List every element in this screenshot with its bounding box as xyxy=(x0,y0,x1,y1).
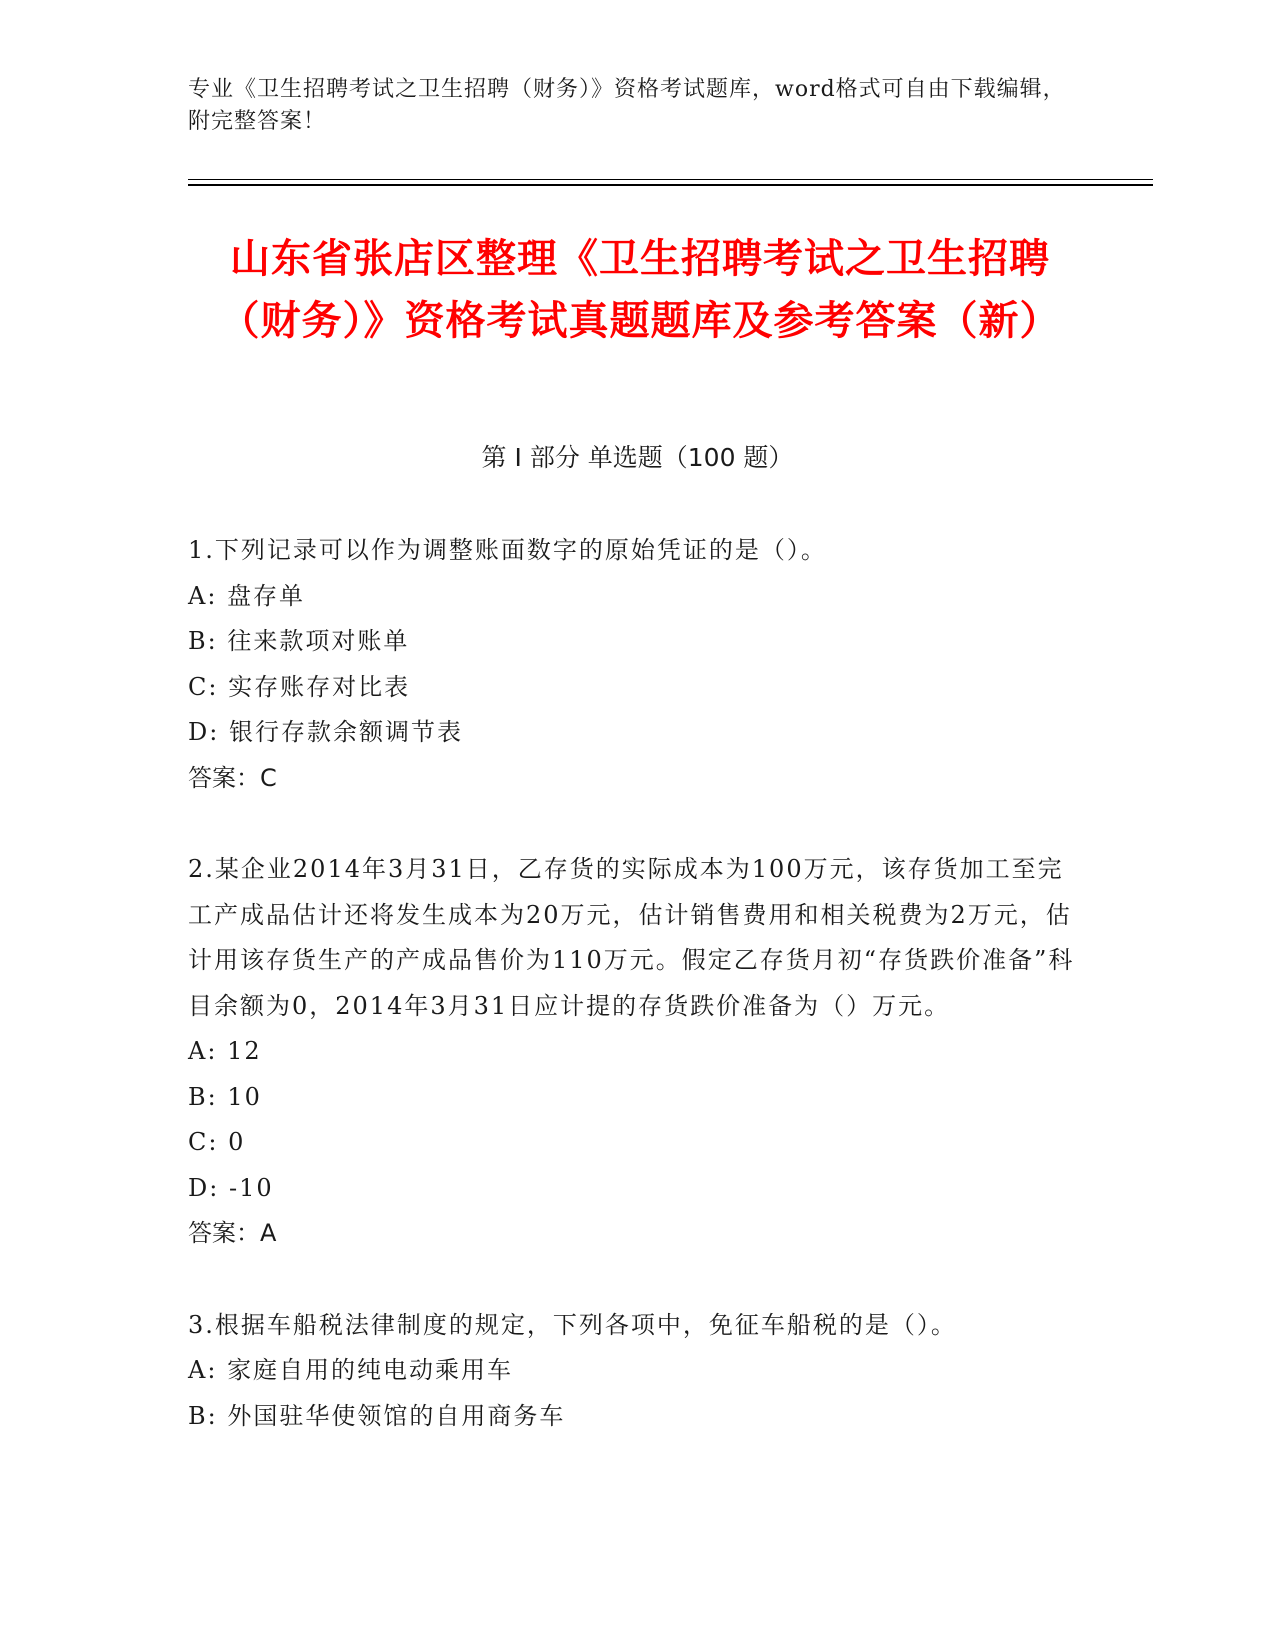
section-heading: 第 I 部分 单选题（100 题） xyxy=(481,443,794,472)
option-label: D: xyxy=(188,1173,220,1202)
question-number: 1. xyxy=(188,536,215,564)
question-stem: 下列记录可以作为调整账面数字的原始凭证的是（）。 xyxy=(214,536,827,564)
option-a xyxy=(188,1348,1078,1394)
option-label: B: xyxy=(188,627,218,655)
option-b xyxy=(188,619,1078,665)
option-text: 0 xyxy=(228,1128,246,1156)
question-3 xyxy=(188,1303,1078,1440)
header-note: 专业《卫生招聘考试之卫生招聘（财务）》资格考试题库，word格式可自由下载编辑，附完整答案！ xyxy=(188,77,1066,134)
option-label: B: xyxy=(188,1401,218,1430)
option-label: A: xyxy=(188,581,218,610)
question-number: 2. xyxy=(188,855,215,883)
option-label: C: xyxy=(188,672,219,701)
option-text: 家庭自用的纯电动乘用车 xyxy=(227,1356,514,1384)
option-c xyxy=(188,665,1078,711)
answer: 答案：C xyxy=(188,763,277,792)
question-text xyxy=(188,847,1078,1029)
question-stem: 根据车船税法律制度的规定，下列各项中，免征车船税的是（）。 xyxy=(214,1310,957,1339)
option-a xyxy=(188,1029,1078,1075)
option-label: A: xyxy=(188,1356,218,1384)
option-text: 外国驻华使领馆的自用商务车 xyxy=(227,1401,566,1430)
option-a xyxy=(188,574,1078,620)
answer: 答案：A xyxy=(188,1219,277,1247)
option-label: B: xyxy=(188,1082,218,1111)
option-text: 往来款项对账单 xyxy=(227,627,410,655)
option-label: D: xyxy=(188,718,220,746)
option-label: A: xyxy=(188,1037,218,1065)
header-divider-thin xyxy=(188,179,1153,180)
header-divider-thick xyxy=(188,184,1153,186)
question-stem: 某企业2014年3月31日，乙存货的实际成本为100万元，该存货加工至完工产成品估计还将发生成本为20万元，估计销售费用和相关税费为2万元，估计用该存货生产的产成品售价为110万元。假定乙存货月初“存货跌价准备”科目余额为0，2014年3月31日应计提的存货跌价准备为（）万元。 xyxy=(188,855,1075,1020)
option-c xyxy=(188,1120,1078,1166)
option-b xyxy=(188,1394,1078,1440)
document-title: 山东省张店区整理《卫生招聘考试之卫生招聘（财务）》资格考试真题题库及参考答案（新） xyxy=(219,236,1061,344)
option-text: 盘存单 xyxy=(227,581,306,610)
option-d xyxy=(188,1166,1078,1212)
option-text: -10 xyxy=(228,1173,274,1202)
question-number: 3. xyxy=(188,1310,215,1339)
question-2 xyxy=(188,847,1078,1257)
option-text: 银行存款余额调节表 xyxy=(228,718,463,746)
option-text: 10 xyxy=(227,1082,262,1111)
option-text: 实存账存对比表 xyxy=(228,672,411,701)
option-d xyxy=(188,710,1078,756)
question-text xyxy=(188,528,1078,574)
question-list xyxy=(188,528,1078,1485)
question-1 xyxy=(188,528,1078,801)
option-text: 12 xyxy=(227,1037,262,1065)
question-text xyxy=(188,1303,1078,1349)
option-label: C: xyxy=(188,1128,219,1156)
option-b xyxy=(188,1075,1078,1121)
